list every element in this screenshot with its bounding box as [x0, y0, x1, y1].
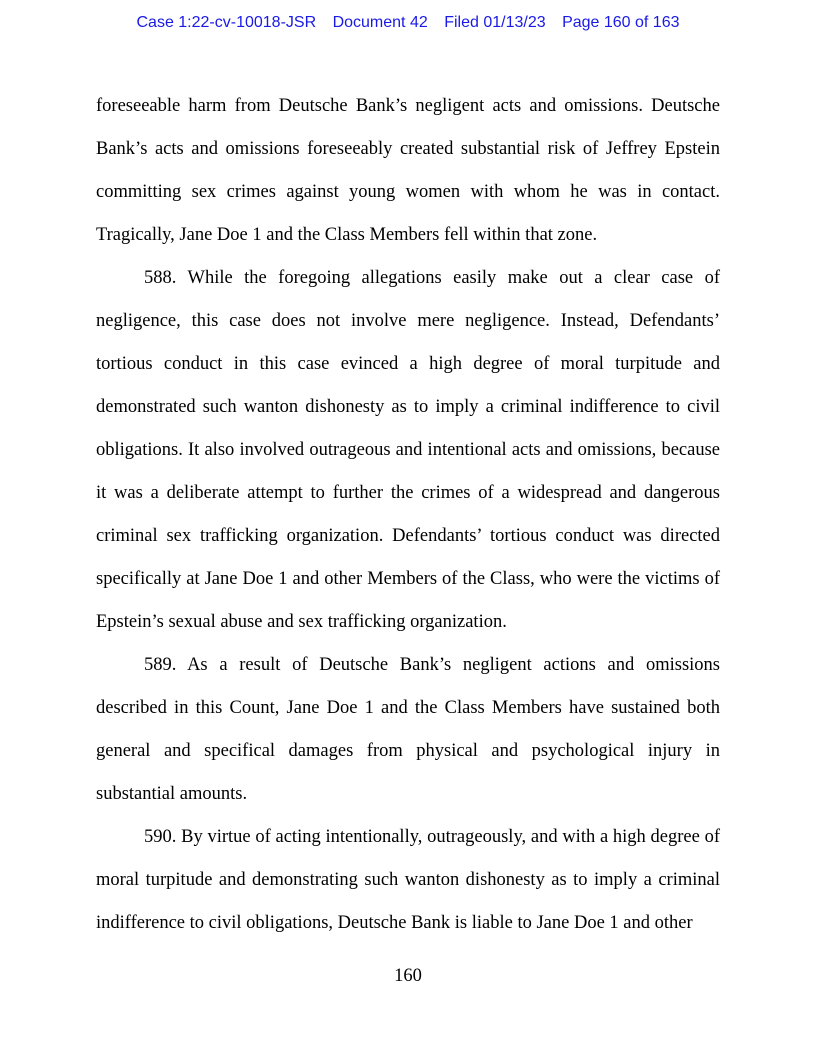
case-number: Case 1:22-cv-10018-JSR: [136, 14, 317, 31]
paragraph-588: 588. While the foregoing allegations easily make out a clear case of negligence, this case does not involve mere negligence. Instead, Defendants’ tortious conduct in this case evinced a high degree of moral turpitude and demonstrated such wanton dishonesty as to imply a criminal indifference to civil obligations. It also involved outrageous and intentional acts and omissions, because it was a deliberate attempt to further the crimes of a widespread and dangerous criminal sex trafficking organization. Defendants’ tortious conduct was directed specifically at Jane Doe 1 and other Members of the Class, who were the victims of Epstein’s sexual abuse and sex trafficking organization.: [96, 268, 720, 632]
paragraph-continuation: foreseeable harm from Deutsche Bank’s negligent acts and omissions. Deutsche Bank’s acts and omissions foreseeably created substantial risk of Jeffrey Epstein committing sex crimes against young women with whom he was in contact. Tragically, Jane Doe 1 and the Class Members fell within that zone.: [96, 96, 720, 245]
page-number: 160: [394, 966, 422, 986]
case-header: [0, 14, 816, 32]
document-body: [96, 85, 720, 945]
paragraph-590: 590. By virtue of acting intentionally, outrageously, and with a high degree of moral turpitude and demonstrating such wanton dishonesty as to imply a criminal indifference to civil obligations, Deutsche Bank is liable to Jane Doe 1 and other: [96, 827, 720, 933]
page-indicator: Page 160 of 163: [562, 14, 680, 31]
document-number: Document 42: [332, 14, 428, 31]
filed-date: Filed 01/13/23: [444, 14, 546, 31]
paragraph-589: 589. As a result of Deutsche Bank’s negligent actions and omissions described in this Count, Jane Doe 1 and the Class Members have sustained both general and specifical damages from physical and psychological injury in substantial amounts.: [96, 655, 720, 804]
